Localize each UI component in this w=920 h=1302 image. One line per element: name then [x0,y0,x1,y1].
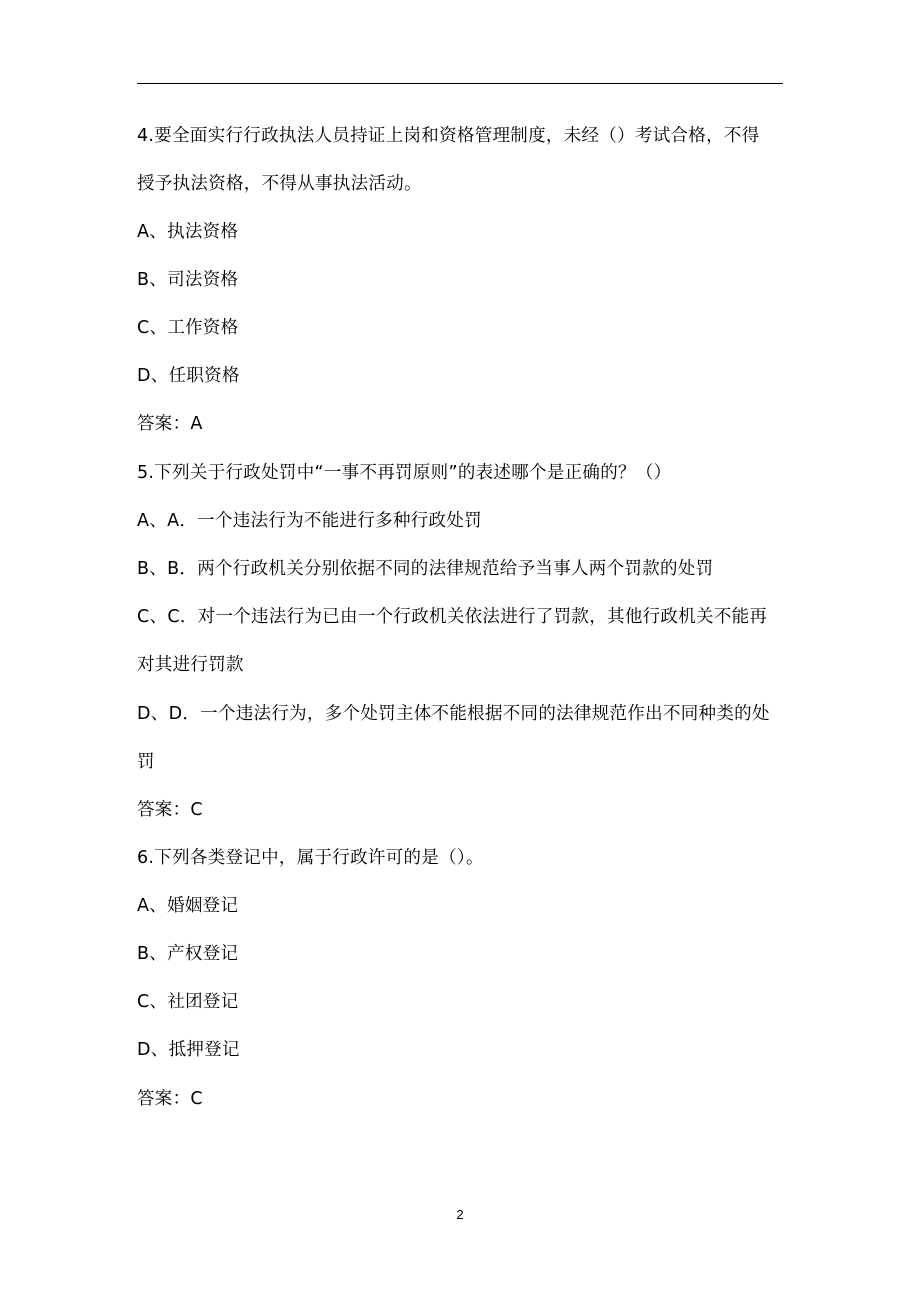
question-5-option-d-line-1: D、D．一个违法行为，多个处罚主体不能根据不同的法律规范作出不同种类的处 [137,704,770,724]
question-5-stem-line-1: 5.下列关于行政处罚中“一事不再罚原则”的表述哪个是正确的？（） [137,463,672,483]
question-6-option-a: A、婚姻登记 [137,896,239,916]
question-4-answer: 答案：A [137,414,203,434]
question-4-option-b: B、司法资格 [137,270,239,290]
question-5-option-b: B、B．两个行政机关分别依据不同的法律规范给予当事人两个罚款的处罚 [137,559,714,579]
header-rule [137,83,783,84]
question-4-stem-line-2: 授予执法资格，不得从事执法活动。 [137,174,422,194]
question-6-option-d: D、抵押登记 [137,1040,240,1060]
question-6-option-c: C、社团登记 [137,992,239,1012]
question-5-option-a: A、A．一个违法行为不能进行多种行政处罚 [137,511,482,531]
question-6-option-b: B、产权登记 [137,944,239,964]
question-4-stem-line-1: 4.要全面实行行政执法人员持证上岗和资格管理制度，未经（）考试合格，不得 [137,126,760,146]
page-number: 2 [456,1207,464,1222]
question-4-option-d: D、任职资格 [137,366,240,386]
question-6-answer: 答案：C [137,1089,203,1109]
question-4-option-c: C、工作资格 [137,318,239,338]
question-6-stem-line-1: 6.下列各类登记中，属于行政许可的是（）。 [137,848,484,868]
question-5-answer: 答案：C [137,800,203,820]
question-5-option-d-line-2: 罚 [137,752,155,772]
question-5-option-c-line-2: 对其进行罚款 [137,655,244,675]
question-4-option-a: A、执法资格 [137,222,239,242]
question-5-option-c-line-1: C、C．对一个违法行为已由一个行政机关依法进行了罚款，其他行政机关不能再 [137,607,768,627]
